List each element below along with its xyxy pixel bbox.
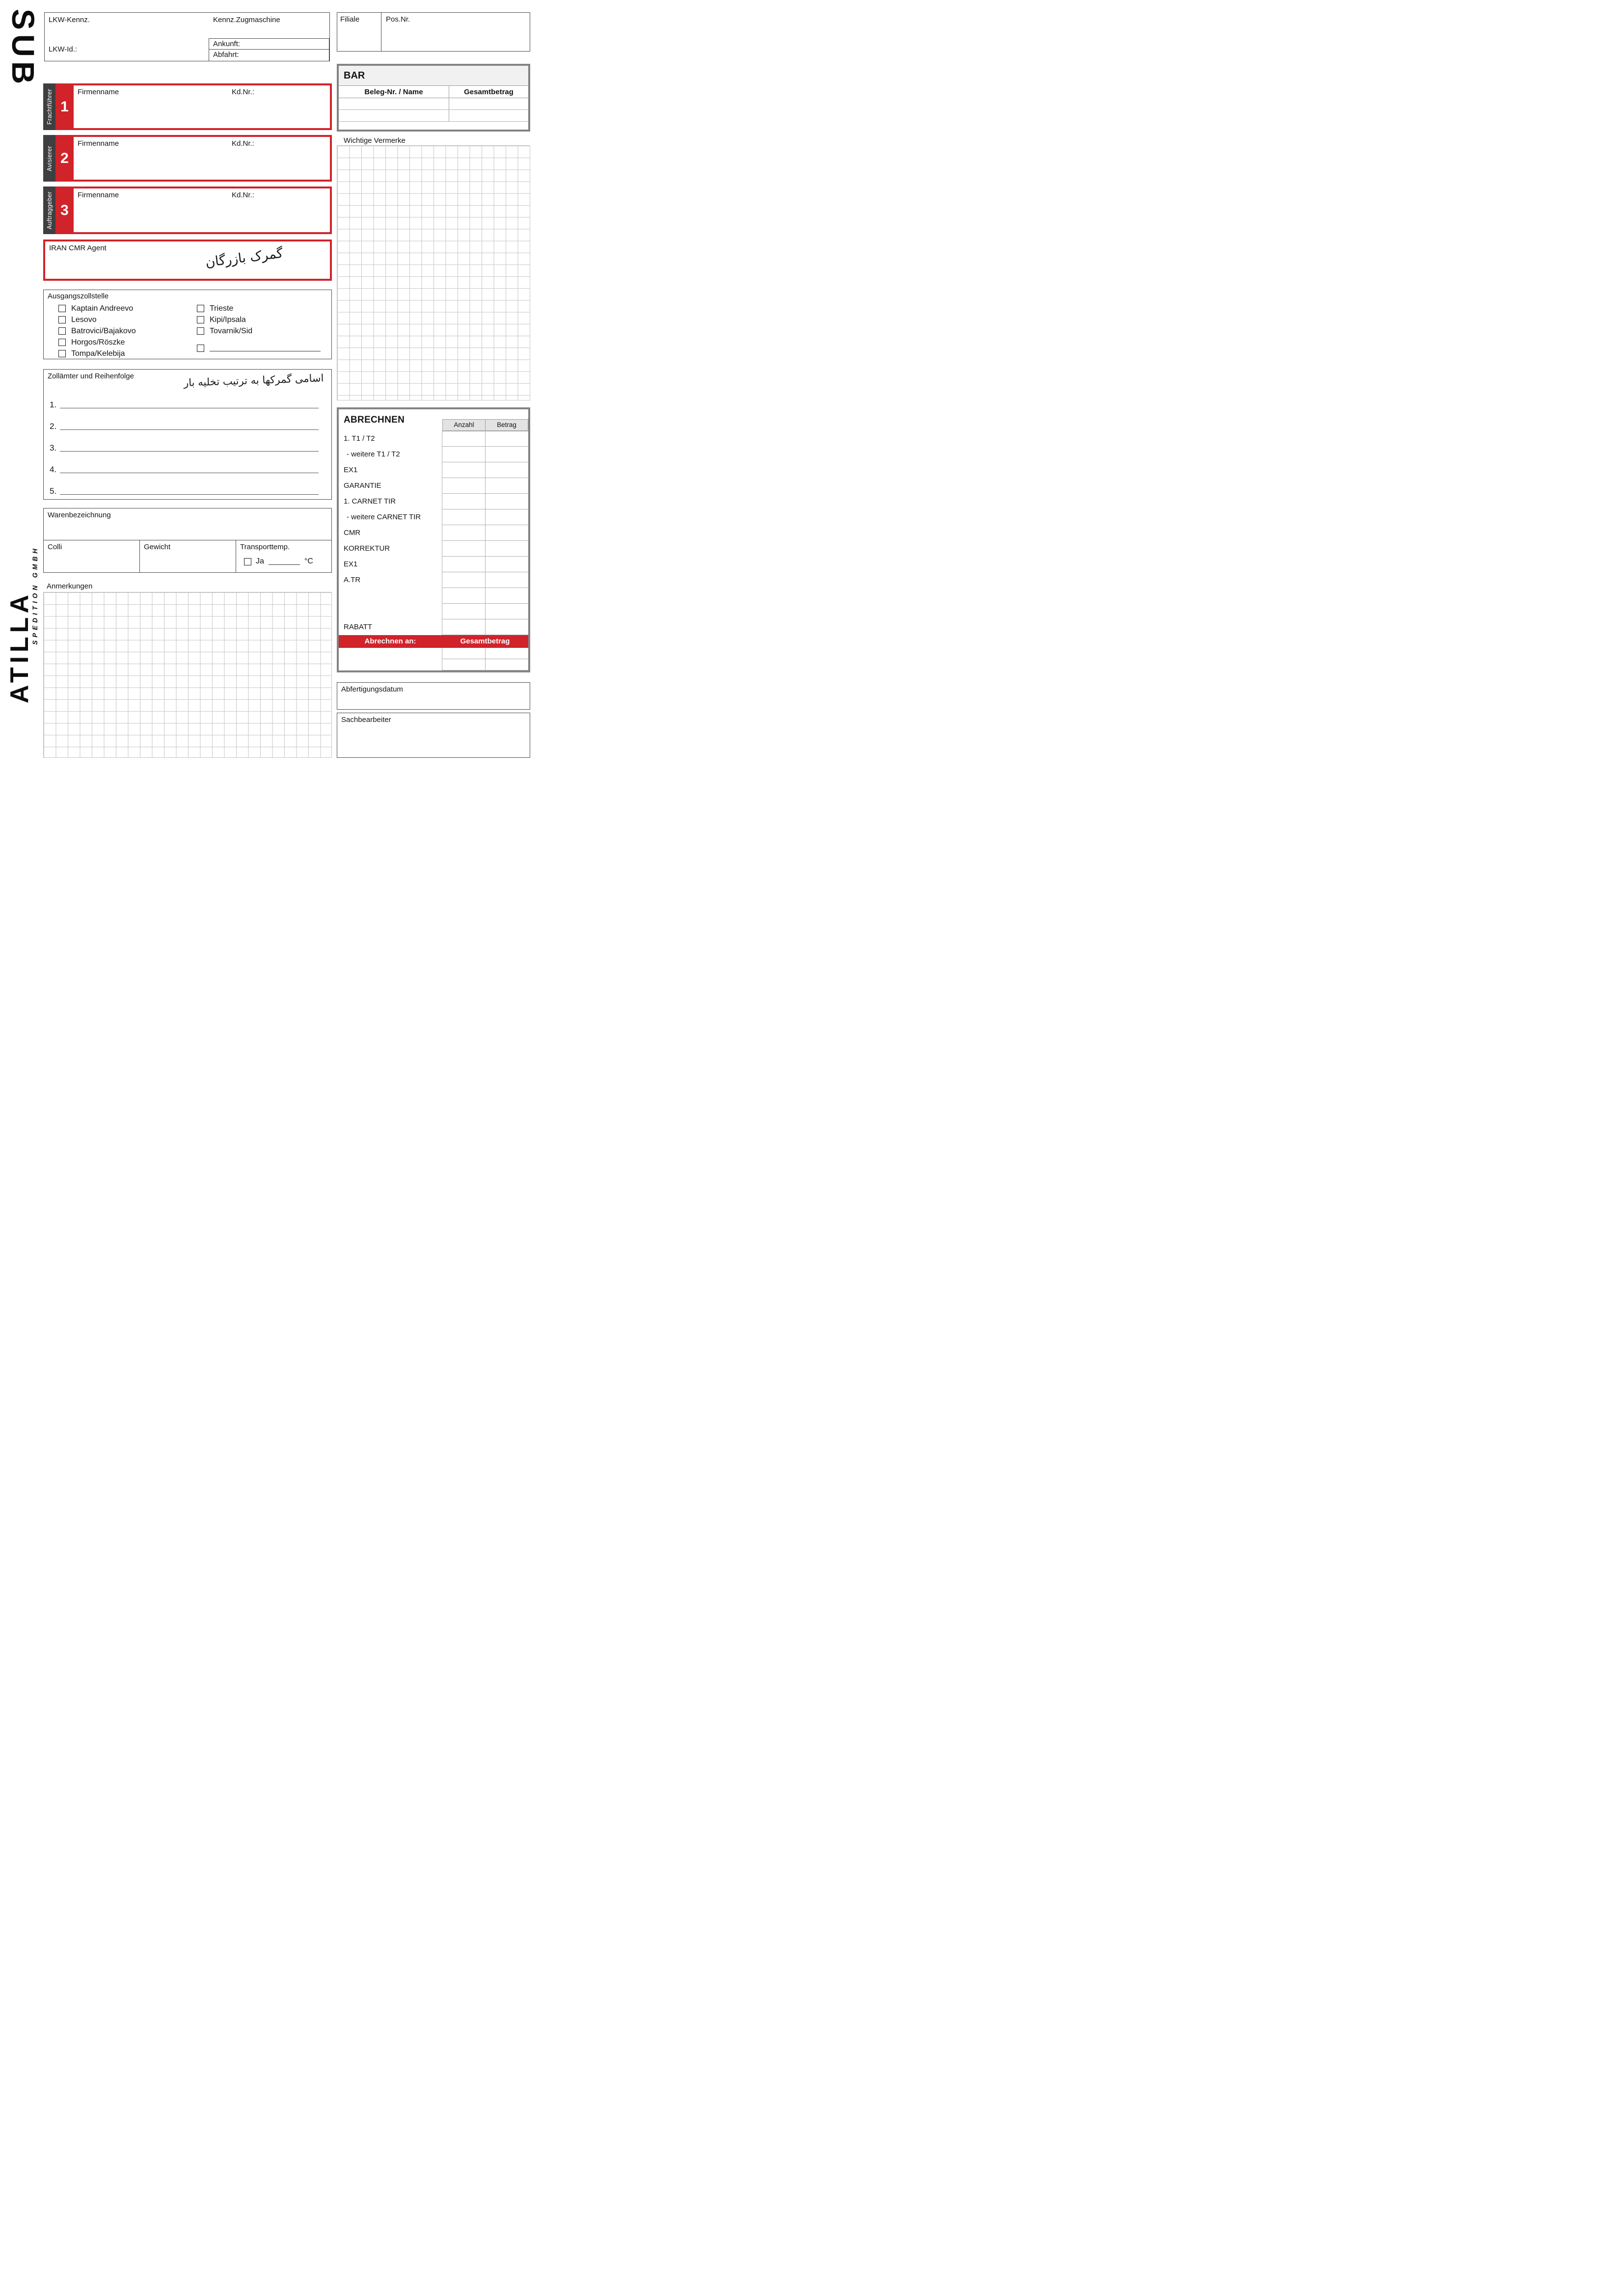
- section-avisierer: [43, 135, 332, 182]
- other-zollstelle-line[interactable]: [210, 345, 321, 351]
- bar-col-gesamtbetrag-header: Gesamtbetrag: [464, 88, 514, 96]
- anmerkungen-grid[interactable]: [43, 592, 332, 758]
- option-label: Kipi/Ipsala: [210, 315, 246, 324]
- abrechnen-row-carnet-tir: [339, 494, 528, 509]
- bar-row: [339, 110, 528, 122]
- anzahl-cell[interactable]: [442, 494, 485, 509]
- betrag-cell[interactable]: [485, 604, 528, 619]
- write-line[interactable]: [60, 494, 319, 495]
- anzahl-cell[interactable]: [442, 509, 485, 525]
- bar-header-row: [339, 85, 528, 98]
- checkbox-trieste[interactable]: [197, 305, 204, 312]
- betrag-cell[interactable]: [485, 648, 528, 659]
- spacer: [197, 337, 321, 343]
- firmenname-label: Firmenname: [78, 139, 119, 148]
- bar-betrag-cell[interactable]: [449, 98, 528, 109]
- role-label: Frachtführer: [46, 89, 53, 125]
- row-label: EX1: [344, 560, 358, 568]
- row-label: [339, 659, 442, 670]
- betrag-cell[interactable]: [485, 431, 528, 447]
- abrechnen-row-weitere-carnet-tir: [339, 509, 528, 525]
- sachbearbeiter-box[interactable]: [337, 713, 530, 758]
- option-kipi-ipsala: [197, 314, 321, 325]
- pos-nr-field[interactable]: [381, 13, 530, 51]
- abrechnen-column-headers: [443, 419, 528, 431]
- transporttemp-field[interactable]: [236, 540, 331, 572]
- row-label: - weitere CARNET TIR: [347, 513, 421, 521]
- checkbox-kipi-ipsala[interactable]: [197, 316, 204, 323]
- anzahl-cell[interactable]: [442, 462, 485, 478]
- abfahrt-field[interactable]: [209, 50, 329, 60]
- abrechnen-row-garantie: [339, 478, 528, 494]
- option-label: Kaptain Andreevo: [71, 304, 134, 313]
- betrag-cell[interactable]: [485, 541, 528, 557]
- option-other: [197, 343, 321, 354]
- betrag-cell[interactable]: [485, 478, 528, 494]
- role-label: Auftraggeber: [46, 191, 53, 230]
- gesamtbetrag-label: Gesamtbetrag: [460, 637, 510, 645]
- zollaemter-box: [43, 369, 332, 500]
- abrechnen-row-blank: [339, 588, 528, 604]
- option-label: Lesovo: [71, 315, 97, 324]
- frachtfuehrer-role-strip: [43, 83, 55, 130]
- colli-label: Colli: [48, 543, 62, 551]
- ausgangszollstelle-box: [43, 290, 332, 359]
- transporttemp-label: Transporttemp.: [240, 543, 290, 551]
- bar-beleg-cell[interactable]: [339, 98, 449, 109]
- kdnr-label: Kd.Nr.:: [232, 88, 254, 96]
- spedition-logo-text: SPEDITION GMBH: [31, 546, 39, 645]
- checkbox-tovarnik-sid[interactable]: [197, 327, 204, 335]
- kdnr-label: Kd.Nr.:: [232, 191, 254, 199]
- abrechnen-an-bar: [339, 635, 528, 648]
- celsius-label: °C: [304, 557, 313, 565]
- atilla-logo: [5, 575, 34, 719]
- abrechnen-row-weitere-t1-t2: [339, 447, 528, 462]
- avisierer-role-strip: [43, 135, 55, 182]
- checkbox-batrovici-bajakovo[interactable]: [58, 327, 66, 335]
- kennz-zugmaschine-label: Kennz.Zugmaschine: [213, 16, 280, 24]
- measures-row: [43, 540, 332, 573]
- checkbox-other[interactable]: [197, 345, 204, 352]
- bar-col-beleg-header: Beleg-Nr. / Name: [339, 86, 449, 98]
- abrechnen-row-cmr: [339, 525, 528, 541]
- betrag-cell[interactable]: [485, 447, 528, 462]
- abrechnen-total-row: [339, 648, 528, 659]
- sub-logo: [7, 9, 39, 106]
- ausgangszollstelle-label: Ausgangszollstelle: [48, 292, 109, 300]
- row-label: GARANTIE: [344, 481, 381, 490]
- row-label: 1. CARNET TIR: [344, 497, 396, 506]
- option-label: Tovarnik/Sid: [210, 326, 253, 335]
- filiale-field[interactable]: [337, 13, 381, 51]
- section-number-2: 2: [55, 135, 74, 182]
- betrag-cell[interactable]: [485, 619, 528, 635]
- row-label: [339, 588, 442, 604]
- option-batrovici-bajakovo: [58, 325, 136, 337]
- betrag-cell[interactable]: [485, 588, 528, 604]
- abrechnen-row-rabatt: [339, 619, 528, 635]
- betrag-cell[interactable]: [485, 659, 528, 670]
- anzahl-cell[interactable]: [442, 431, 485, 447]
- ja-label: Ja: [256, 557, 264, 565]
- betrag-cell[interactable]: [485, 509, 528, 525]
- lkw-kennz-label: LKW-Kennz.: [49, 16, 90, 24]
- anzahl-cell[interactable]: [442, 525, 485, 541]
- ankunft-label: Ankunft:: [213, 40, 241, 48]
- abrechnen-row-blank: [339, 604, 528, 619]
- zollaemter-label: Zollämter und Reihenfolge: [48, 372, 134, 380]
- option-label: Horgos/Röszke: [71, 338, 125, 347]
- abrechnen-row-korrektur: [339, 541, 528, 557]
- anzahl-cell[interactable]: [442, 557, 485, 572]
- option-kaptain-andreevo: [58, 303, 136, 314]
- anzahl-cell[interactable]: [442, 604, 485, 619]
- warenbezeichnung-label: Warenbezeichnung: [48, 511, 111, 519]
- temp-value-line[interactable]: [269, 559, 300, 565]
- checkbox-lesovo[interactable]: [58, 316, 66, 323]
- abrechnen-row-ex1-2: [339, 557, 528, 572]
- sub-logo-text: SUB: [5, 9, 41, 89]
- anzahl-column-header: Anzahl: [442, 419, 486, 431]
- office-header-box: [337, 12, 530, 52]
- line-number: 1.: [50, 400, 57, 409]
- iran-cmr-agent-label: IRAN CMR Agent: [49, 244, 107, 252]
- anzahl-cell[interactable]: [442, 648, 485, 659]
- zollamt-line-4: [50, 453, 319, 475]
- wichtige-vermerke-grid[interactable]: [337, 145, 530, 400]
- speditions-formular: [0, 0, 541, 765]
- row-label: KORREKTUR: [344, 544, 390, 553]
- auftraggeber-input-area[interactable]: [74, 187, 332, 234]
- option-label: Tompa/Kelebija: [71, 349, 125, 358]
- betrag-cell[interactable]: [485, 462, 528, 478]
- colli-field[interactable]: [44, 540, 140, 572]
- ja-checkbox[interactable]: [244, 558, 251, 565]
- anmerkungen-label: Anmerkungen: [47, 582, 93, 590]
- kdnr-label: Kd.Nr.:: [232, 139, 254, 148]
- row-label: 1. T1 / T2: [344, 434, 375, 443]
- iran-cmr-handwriting: گمرک بازرگان: [204, 245, 284, 270]
- abrechnen-row-t1-t2: [339, 431, 528, 447]
- bar-section: [337, 64, 530, 132]
- zollamt-line-5: [50, 475, 319, 496]
- role-label: Avisierer: [46, 145, 53, 171]
- filiale-label: Filiale: [340, 15, 360, 24]
- option-tovarnik-sid: [197, 325, 321, 337]
- betrag-column-header: Betrag: [485, 419, 528, 431]
- anzahl-cell[interactable]: [442, 588, 485, 604]
- bar-beleg-cell[interactable]: [339, 110, 449, 121]
- abrechnen-title: ABRECHNEN: [344, 415, 405, 425]
- option-lesovo: [58, 314, 136, 325]
- gewicht-label: Gewicht: [144, 543, 171, 551]
- ankunft-field[interactable]: [209, 39, 329, 50]
- abrechnen-row-ex1: [339, 462, 528, 478]
- arrival-departure-box: [209, 38, 329, 61]
- bar-title: BAR: [339, 66, 528, 85]
- line-number: 3.: [50, 443, 57, 453]
- row-label: - weitere T1 / T2: [347, 450, 400, 458]
- anzahl-cell[interactable]: [442, 541, 485, 557]
- betrag-cell[interactable]: [485, 557, 528, 572]
- checkbox-tompa-kelebija[interactable]: [58, 350, 66, 357]
- gewicht-field[interactable]: [140, 540, 236, 572]
- wichtige-vermerke-label: Wichtige Vermerke: [344, 136, 406, 145]
- section-number-3: 3: [55, 187, 74, 234]
- firmenname-label: Firmenname: [78, 88, 119, 96]
- row-label: EX1: [344, 466, 358, 474]
- write-line[interactable]: [60, 451, 319, 452]
- zollstelle-column-1: [58, 303, 136, 359]
- section-frachtfuehrer: [43, 83, 332, 130]
- checkbox-kaptain-andreevo[interactable]: [58, 305, 66, 312]
- row-label: A.TR: [344, 576, 361, 584]
- temp-entry-row: [244, 557, 313, 566]
- option-label: Batrovici/Bajakovo: [71, 326, 136, 335]
- bar-row: [339, 98, 528, 110]
- zollamt-line-1: [50, 388, 319, 410]
- atilla-logo-text: ATILLA: [5, 590, 34, 703]
- row-label: RABATT: [344, 623, 373, 631]
- abfahrt-label: Abfahrt:: [213, 51, 239, 59]
- anzahl-cell[interactable]: [442, 619, 485, 635]
- anzahl-cell[interactable]: [442, 478, 485, 494]
- firmenname-label: Firmenname: [78, 191, 119, 199]
- anzahl-cell[interactable]: [442, 447, 485, 462]
- line-number: 2.: [50, 422, 57, 431]
- sachbearbeiter-label: Sachbearbeiter: [341, 716, 391, 724]
- anzahl-cell[interactable]: [442, 659, 485, 670]
- betrag-cell[interactable]: [485, 572, 528, 588]
- option-horgos-roeszke: [58, 337, 136, 348]
- option-tompa-kelebija: [58, 348, 136, 359]
- row-label: [339, 648, 442, 659]
- zollaemter-lines: [50, 388, 319, 496]
- write-line[interactable]: [60, 429, 319, 430]
- warenbezeichnung-box[interactable]: [43, 508, 332, 540]
- section-auftraggeber: [43, 187, 332, 234]
- zollaemter-handwriting: اسامی گمرکها به ترتیب تخلیه بار: [183, 372, 324, 389]
- abrechnen-an-label: Abrechnen an:: [364, 637, 416, 645]
- frachtfuehrer-input-area[interactable]: [74, 83, 332, 130]
- zollamt-line-2: [50, 410, 319, 431]
- truck-header-box[interactable]: [44, 12, 330, 61]
- bar-betrag-cell[interactable]: [449, 110, 528, 121]
- option-trieste: [197, 303, 321, 314]
- abrechnen-row-atr: [339, 572, 528, 588]
- abrechnen-total-row: [339, 659, 528, 670]
- betrag-cell[interactable]: [485, 494, 528, 509]
- option-label: Trieste: [210, 304, 234, 313]
- betrag-cell[interactable]: [485, 525, 528, 541]
- lkw-id-label: LKW-Id.:: [49, 45, 78, 53]
- row-label: [339, 604, 442, 619]
- abrechnen-box: [337, 407, 530, 672]
- section-number-1: 1: [55, 83, 74, 130]
- row-label: CMR: [344, 529, 361, 537]
- abfertigungsdatum-box[interactable]: [337, 682, 530, 710]
- avisierer-input-area[interactable]: [74, 135, 332, 182]
- line-number: 5.: [50, 486, 57, 496]
- iran-cmr-agent-box[interactable]: [43, 240, 332, 281]
- abfertigungsdatum-label: Abfertigungsdatum: [341, 685, 403, 694]
- anzahl-cell[interactable]: [442, 572, 485, 588]
- pos-nr-label: Pos.Nr.: [386, 15, 410, 24]
- auftraggeber-role-strip: [43, 187, 55, 234]
- line-number: 4.: [50, 465, 57, 474]
- zollamt-line-3: [50, 431, 319, 453]
- checkbox-horgos-roeszke[interactable]: [58, 339, 66, 346]
- zollstelle-column-2: [197, 303, 321, 354]
- abrechnen-header: [339, 409, 528, 431]
